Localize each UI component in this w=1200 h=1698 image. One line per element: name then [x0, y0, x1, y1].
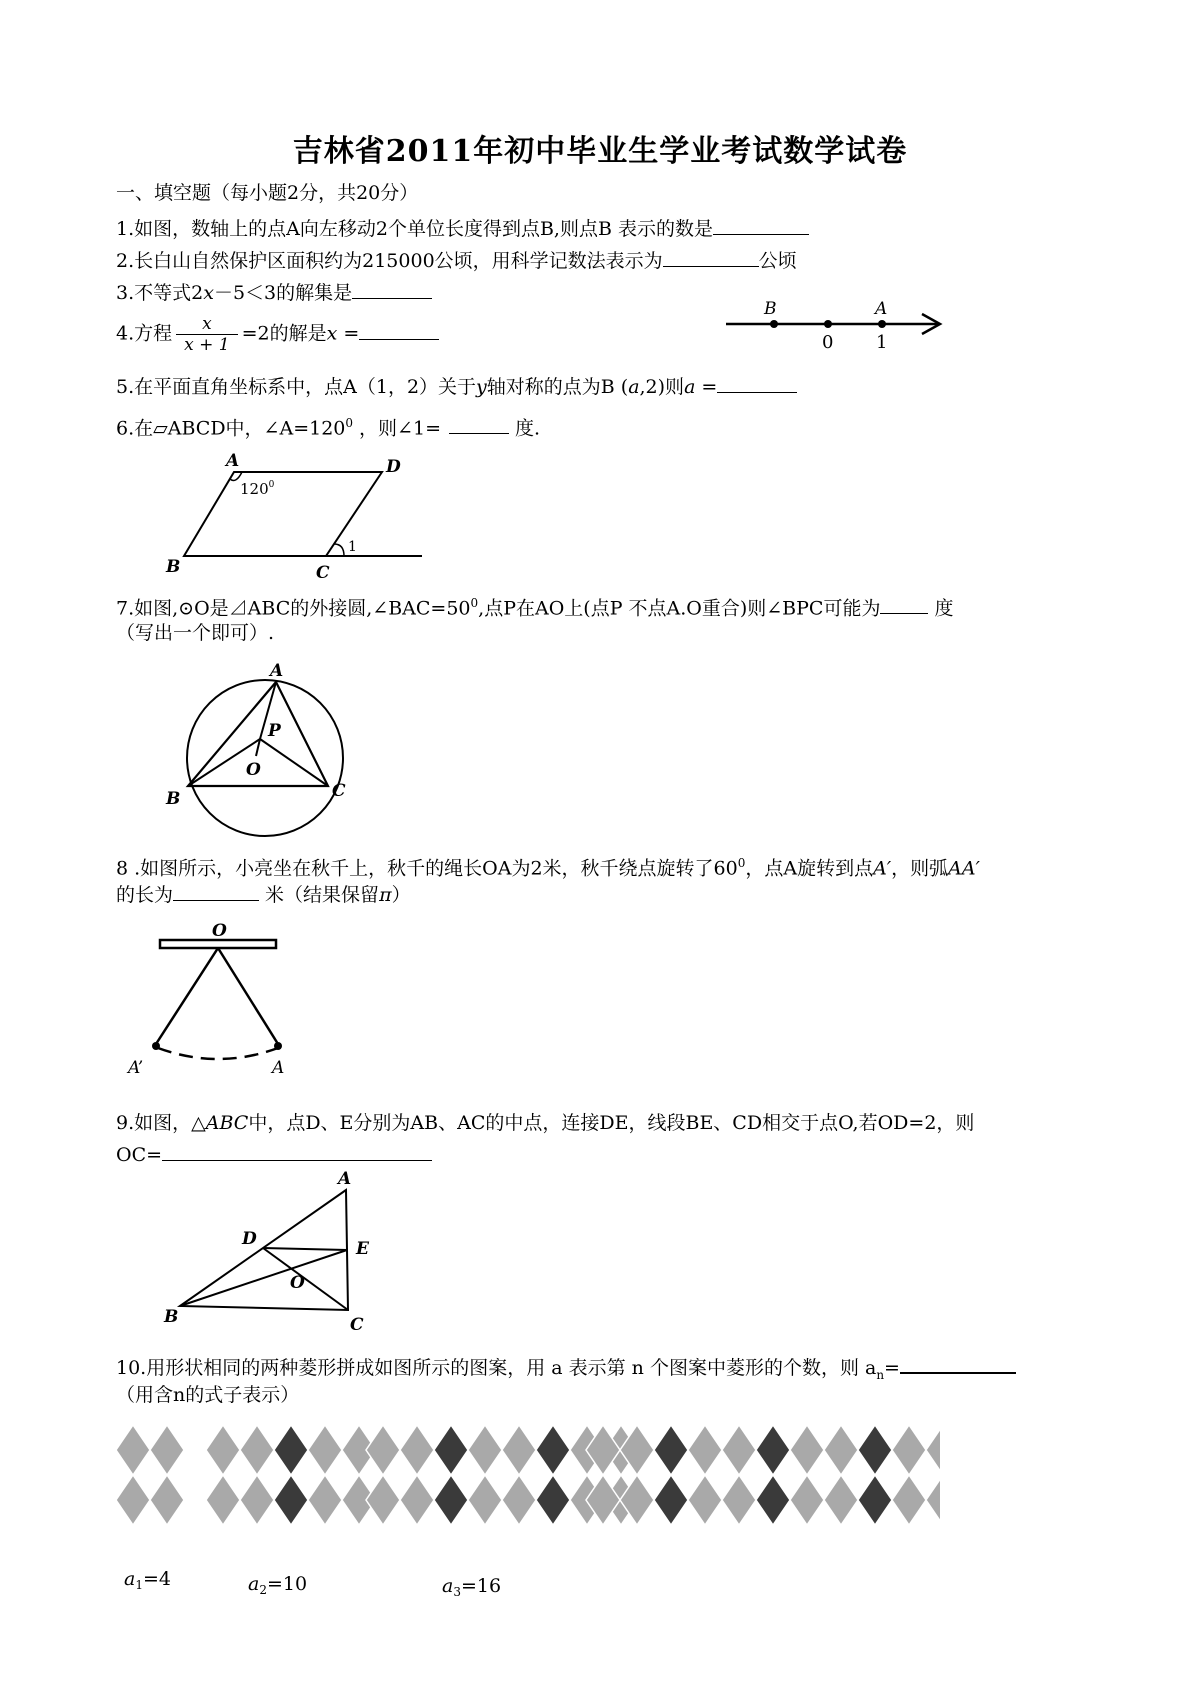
dark-rhombus: [536, 1475, 570, 1525]
segment-cd: [263, 1248, 348, 1310]
label-d: D: [242, 1229, 257, 1249]
q10-answer-blank[interactable]: [900, 1352, 1016, 1374]
q9-answer-blank[interactable]: [162, 1140, 432, 1161]
q3-answer-blank[interactable]: [352, 278, 432, 299]
q7-answer-blank[interactable]: [880, 593, 928, 614]
caption-a3-val: =16: [460, 1575, 502, 1597]
dark-rhombus: [536, 1425, 570, 1475]
light-rhombus: [206, 1475, 240, 1525]
light-rhombus: [366, 1425, 400, 1475]
q8-text-mid2: ，则弧: [891, 857, 949, 880]
point-a-prime-dot: [152, 1042, 160, 1050]
point-b-dot: [770, 320, 778, 328]
caption-a2-sub: 2: [259, 1583, 267, 1597]
q1-text: 1.如图，数轴上的点A向左移动2个单位长度得到点B,则点B 表示的数是: [116, 218, 713, 240]
light-rhombus: [926, 1475, 940, 1525]
dark-rhombus: [654, 1425, 688, 1475]
page-title: 吉林省2011年初中毕业生学业考试数学试卷: [292, 134, 908, 169]
pattern-2: [206, 1425, 376, 1525]
question-1: [116, 214, 809, 242]
question-9-line-1: [116, 1110, 974, 1136]
q3-var: x: [203, 282, 214, 304]
segment-de: [263, 1248, 347, 1250]
rhombus-patterns-figure: [110, 1420, 940, 1620]
caption-a1: [124, 1568, 171, 1592]
q5-text: 5.在平面直角坐标系中，点A（1，2）关于: [116, 376, 477, 398]
q5-a1: a: [628, 376, 640, 398]
light-rhombus: [722, 1425, 756, 1475]
light-rhombus: [926, 1425, 940, 1475]
rope-oa-prime: [156, 948, 218, 1044]
light-rhombus: [722, 1475, 756, 1525]
q2-answer-blank[interactable]: [663, 246, 759, 267]
angle-sup: 0: [268, 480, 275, 490]
label-a: A: [875, 299, 888, 319]
q8-text: 8 .如图所示，小亮坐在秋千上，秋千的绳长OA为2米，秋千绕点旋转了60: [116, 857, 738, 880]
q7-text-mid: ,点P在AO上(点P 不点A.O重合)则∠BPC可能为: [478, 597, 881, 620]
label-a-prime: A’: [128, 1058, 144, 1078]
caption-a1-val: =4: [142, 1568, 171, 1590]
swing-arc: [158, 1048, 278, 1059]
swing-beam: [160, 940, 276, 948]
segment-cp: [260, 739, 328, 786]
q5-text-mid2: ,2)则: [639, 376, 685, 398]
caption-a2: [248, 1573, 307, 1597]
q4-fraction: [176, 314, 237, 355]
dark-rhombus: [434, 1425, 468, 1475]
rope-oa: [218, 948, 278, 1044]
light-rhombus: [150, 1425, 184, 1475]
label-one: 1: [876, 332, 888, 353]
caption-a3-sub: 3: [453, 1585, 461, 1599]
pattern-4: [586, 1425, 940, 1525]
caption-a1-sub: 1: [135, 1578, 143, 1592]
label-a: A: [272, 1058, 285, 1078]
light-rhombus: [688, 1475, 722, 1525]
label-p: P: [268, 721, 281, 741]
q6-answer-blank[interactable]: [449, 413, 509, 434]
label-a: A: [338, 1170, 352, 1189]
label-c: C: [316, 563, 330, 583]
question-9-line-2: [116, 1140, 432, 1168]
dark-rhombus: [274, 1475, 308, 1525]
label-d: D: [386, 457, 401, 477]
light-rhombus: [688, 1425, 722, 1475]
light-rhombus: [468, 1425, 502, 1475]
light-rhombus: [892, 1475, 926, 1525]
q6-text: 6.在▱ABCD中，∠A=120: [116, 417, 346, 440]
dark-rhombus: [274, 1425, 308, 1475]
dark-rhombus: [858, 1425, 892, 1475]
question-6: [116, 410, 540, 441]
question-4: [116, 314, 439, 355]
parallelogram-figure: [160, 448, 440, 584]
label-a: A: [226, 451, 240, 471]
label-120-degree: [240, 480, 275, 498]
label-o: O: [246, 760, 261, 780]
q4-denominator: x + 1: [184, 335, 230, 355]
label-b: B: [164, 1307, 179, 1327]
q8-pi: π: [379, 884, 392, 906]
section-heading: 一、填空题（每小题2分，共20分）: [116, 182, 419, 204]
dark-rhombus: [756, 1475, 790, 1525]
light-rhombus: [308, 1425, 342, 1475]
light-rhombus: [400, 1475, 434, 1525]
q5-a2: a: [684, 376, 696, 398]
q1-answer-blank[interactable]: [713, 214, 809, 235]
number-line-figure: [720, 296, 950, 356]
q8-text-2: 的长为: [116, 884, 174, 906]
q6-unit: 度.: [508, 417, 541, 440]
q3-text-post: －5＜3的解集是: [213, 282, 353, 304]
q2-unit: 公顷: [758, 250, 797, 272]
label-o: O: [290, 1273, 305, 1293]
light-rhombus: [824, 1475, 858, 1525]
q5-answer-blank[interactable]: [717, 372, 797, 393]
q6-text-mid: ，则∠1=: [353, 417, 441, 440]
caption-a1-sym: a: [124, 1568, 136, 1590]
light-rhombus: [502, 1425, 536, 1475]
q4-text: 4.方程: [116, 322, 173, 345]
light-rhombus: [116, 1425, 150, 1475]
angle-value: 120: [240, 480, 269, 498]
q4-numerator: x: [176, 314, 237, 335]
q5-eq: =: [695, 376, 718, 398]
label-angle-1: 1: [348, 539, 357, 555]
q8-degree-sup: 0: [737, 856, 746, 870]
label-b: B: [764, 299, 777, 319]
angle-1-arc: [334, 544, 344, 556]
q7-degree-sup: 0: [470, 596, 479, 610]
light-rhombus: [790, 1475, 824, 1525]
light-rhombus: [790, 1425, 824, 1475]
point-a-dot: [878, 320, 886, 328]
dark-rhombus: [756, 1425, 790, 1475]
segment-be: [180, 1250, 347, 1306]
q4-text-mid: =2的解是: [241, 322, 327, 345]
light-rhombus: [240, 1475, 274, 1525]
light-rhombus: [468, 1475, 502, 1525]
q8-end: ）: [391, 884, 411, 906]
light-rhombus: [366, 1475, 400, 1525]
label-b: B: [166, 789, 181, 809]
q10-sub: n: [876, 1367, 885, 1382]
q8-aprime: A′: [873, 857, 892, 880]
q7-unit: 度: [928, 597, 954, 620]
light-rhombus: [308, 1475, 342, 1525]
caption-a3-sym: a: [442, 1575, 454, 1597]
dark-rhombus: [858, 1475, 892, 1525]
q7-text: 7.如图,⊙O是⊿ABC的外接圆,∠BAC=50: [116, 597, 471, 620]
q8-text-mid: ，点A旋转到点: [745, 857, 874, 880]
question-10-line-2: （用含n的式子表示）: [116, 1384, 300, 1406]
label-e: E: [356, 1239, 369, 1259]
question-7-line-2: （写出一个即可）.: [116, 622, 275, 644]
light-rhombus: [240, 1425, 274, 1475]
label-c: C: [350, 1315, 364, 1335]
caption-a2-val: =10: [266, 1573, 308, 1595]
q8-answer-blank[interactable]: [173, 880, 259, 901]
q6-degree-sup: 0: [345, 416, 354, 430]
question-7-line-1: [116, 590, 954, 621]
question-3: [116, 278, 432, 306]
caption-a2-sym: a: [248, 1573, 260, 1595]
label-a: A: [270, 661, 284, 681]
label-zero: 0: [822, 332, 834, 353]
q9-abc: ABC: [205, 1112, 249, 1134]
light-rhombus: [116, 1475, 150, 1525]
label-o: O: [212, 921, 227, 941]
light-rhombus: [824, 1425, 858, 1475]
label-c: C: [332, 781, 346, 801]
light-rhombus: [400, 1425, 434, 1475]
light-rhombus: [150, 1475, 184, 1525]
circumcircle-figure: [160, 656, 370, 846]
q9-text-2: OC=: [116, 1144, 163, 1166]
triangle-midpoint-figure: [160, 1170, 400, 1340]
dark-rhombus: [654, 1475, 688, 1525]
q5-text-mid: 轴对称的点为B (: [486, 376, 629, 398]
question-8-line-2: [116, 880, 411, 908]
q10-eq: =: [884, 1357, 900, 1379]
swing-figure: [120, 918, 290, 1078]
q3-text: 3.不等式2: [116, 282, 204, 304]
q9-text-post: 中，点D、E分别为AB、AC的中点，连接DE，线段BE、CD相交于点O,若OD=2，则: [248, 1112, 975, 1134]
light-rhombus: [502, 1475, 536, 1525]
question-2: [116, 246, 797, 274]
q9-text: 9.如图，△: [116, 1112, 206, 1134]
q5-y: y: [476, 376, 487, 398]
q4-answer-blank[interactable]: [359, 319, 439, 340]
q8-unit: 米（结果保留: [259, 884, 380, 906]
light-rhombus: [206, 1425, 240, 1475]
caption-a3: [442, 1575, 501, 1599]
q4-var: x: [326, 322, 338, 345]
point-a-dot: [274, 1042, 282, 1050]
dark-rhombus: [434, 1475, 468, 1525]
light-rhombus: [892, 1425, 926, 1475]
point-zero-dot: [824, 320, 832, 328]
q2-text: 2.长白山自然保护区面积约为215000公顷，用科学记数法表示为: [116, 250, 663, 272]
q8-arc: AA′: [948, 857, 980, 880]
question-5: [116, 372, 797, 400]
pattern-1: [116, 1425, 184, 1525]
question-8-line-1: [116, 850, 980, 881]
label-b: B: [166, 557, 181, 577]
q4-eq: =: [337, 322, 360, 345]
q10-text: 10.用形状相同的两种菱形拼成如图所示的图案，用 a 表示第 n 个图案中菱形的个数，则 a: [116, 1357, 877, 1379]
